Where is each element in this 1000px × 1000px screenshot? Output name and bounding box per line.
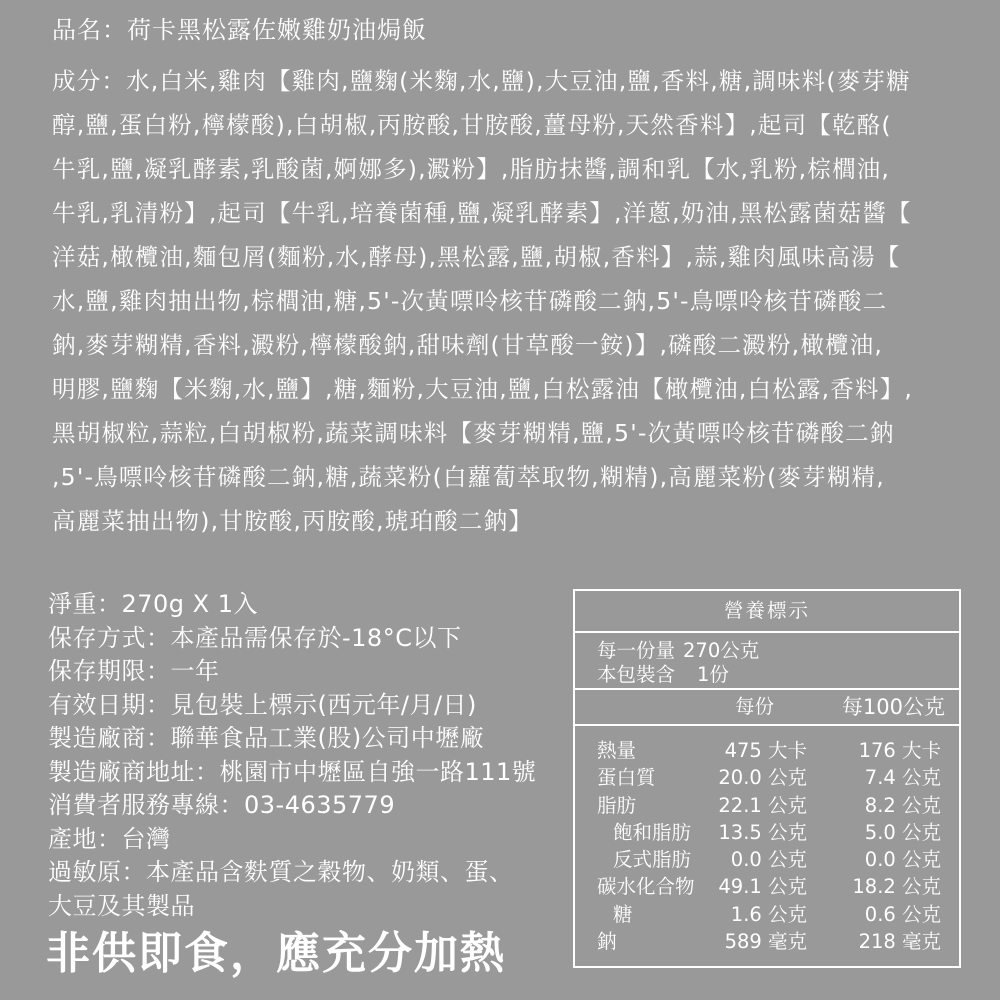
ingredients-list — [52, 59, 970, 543]
nutrient-per-serving: 13.5 公克 — [718, 820, 807, 844]
nutrient-per-serving: 589 毫克 — [724, 930, 807, 954]
nutrient-per-100g: 7.4 公克 — [864, 766, 941, 790]
servings-count-value: 1份 — [697, 663, 729, 686]
ingredients-line: 牛乳,乳清粉】,起司【牛乳,培養菌種,鹽,凝乳酵素】,洋蔥,奶油,黑松露菌菇醬【 — [52, 199, 912, 227]
customer-service-line: 消費者服務專線：03-4635779 — [48, 791, 396, 819]
ingredients-line: 成分：水,白米,雞肉【雞肉,鹽麴(米麴,水,鹽),大豆油,鹽,香料,糖,調味料(麥芽糖 — [52, 67, 911, 95]
col-per-serving: 每份 — [734, 695, 774, 718]
nutrition-row — [575, 819, 959, 846]
nutrition-title: 營養標示 — [575, 591, 959, 633]
nutrient-per-100g: 8.2 公克 — [864, 793, 941, 817]
nutrient-name: 反式脂肪 — [613, 848, 692, 872]
nutrient-name: 糖 — [613, 902, 633, 926]
serving-size-row — [597, 639, 959, 663]
nutrient-per-100g: 0.0 公克 — [864, 848, 941, 872]
nutrient-per-serving: 49.1 公克 — [718, 875, 807, 899]
product-name: 品名：荷卡黑松露佐嫩雞奶油焗飯 — [52, 16, 427, 44]
nutrition-label — [573, 589, 961, 968]
serving-info — [575, 633, 959, 690]
nutrient-per-100g: 218 毫克 — [858, 930, 941, 954]
expiry-date: 有效日期：見包裝上標示(西元年/月/日) — [48, 690, 477, 719]
ingredients-line: 明膠,鹽麴【米麴,水,鹽】,糖,麵粉,大豆油,鹽,白松露油【橄欖油,白松露,香料】, — [52, 375, 914, 403]
ingredients-line: 黑胡椒粒,蒜粒,白胡椒粉,蔬菜調味料【麥芽糊精,鹽,5'-次黃嘌呤核苷磷酸二鈉 — [52, 419, 895, 447]
nutrient-per-100g: 0.6 公克 — [864, 902, 941, 926]
servings-count-label: 本包裝含 — [597, 663, 676, 686]
product-info — [48, 588, 558, 923]
serving-size-value: 270公克 — [683, 639, 760, 662]
nutrition-row — [575, 792, 959, 819]
nutrition-row — [575, 846, 959, 873]
nutrient-per-100g: 5.0 公克 — [864, 820, 941, 844]
nutrition-row — [575, 901, 959, 928]
nutrient-per-serving: 475 大卡 — [724, 739, 807, 762]
allergen-info-cont: 大豆及其製品 — [48, 891, 195, 920]
ingredients-line: 醇,鹽,蛋白粉,檸檬酸),白胡椒,丙胺酸,甘胺酸,薑母粉,天然香料】,起司【乾酪( — [52, 111, 892, 139]
servings-count-row — [597, 663, 959, 687]
nutrition-row — [575, 928, 959, 955]
ingredients-line: 水,鹽,雞肉抽出物,棕櫚油,糖,5'-次黃嘌呤核苷磷酸二鈉,5'-鳥嘌呤核苷磷酸二 — [52, 287, 888, 315]
allergen-info: 過敏原：本產品含麩質之穀物、奶類、蛋、 — [48, 858, 514, 886]
nutrition-column-headers — [575, 690, 959, 726]
ingredients-line: 牛乳,鹽,凝乳酵素,乳酸菌,婀娜多),澱粉】,脂肪抹醬,調和乳【水,乳粉,棕櫚油, — [52, 155, 891, 183]
nutrient-per-serving: 22.1 公克 — [718, 793, 807, 817]
nutrient-per-serving: 0.0 公克 — [730, 848, 807, 872]
shelf-life: 保存期限：一年 — [48, 657, 220, 685]
serving-size-label: 每一份量 — [597, 639, 676, 662]
nutrition-row — [575, 737, 959, 764]
nutrition-row — [575, 873, 959, 900]
ingredients-line: 洋菇,橄欖油,麵包屑(麵粉,水,酵母),黑松露,鹽,胡椒,香料】,蒜,雞肉風味高湯【 — [52, 243, 901, 271]
manufacturer-address: 製造廠商地址：桃園市中壢區自強一路111號 — [48, 757, 537, 786]
nutrient-per-100g: 176 大卡 — [858, 739, 941, 762]
heating-warning: 非供即食，應充分加熱 — [46, 928, 506, 979]
nutrient-per-serving: 20.0 公克 — [718, 766, 807, 790]
net-weight: 淨重：270g X 1入 — [48, 590, 259, 618]
nutrition-row — [575, 764, 959, 791]
ingredients-line: 鈉,麥芽糊精,香料,澱粉,檸檬酸鈉,甜味劑(甘草酸一銨)】,磷酸二澱粉,橄欖油, — [52, 331, 884, 359]
nutrient-name: 脂肪 — [597, 793, 637, 817]
nutrient-per-serving: 1.6 公克 — [730, 902, 807, 926]
nutrient-name: 熱量 — [597, 739, 637, 762]
manufacturer: 製造廠商：聯華食品工業(股)公司中壢廠 — [48, 724, 485, 752]
origin: 產地：台灣 — [48, 824, 171, 853]
nutrient-name: 蛋白質 — [597, 766, 656, 790]
nutrition-rows — [575, 726, 959, 955]
storage-method: 保存方式：本產品需保存於-18°C以下 — [48, 623, 462, 652]
nutrient-name: 飽和脂肪 — [613, 820, 692, 844]
nutrient-name: 碳水化合物 — [597, 875, 695, 899]
nutrient-per-100g: 18.2 公克 — [852, 875, 941, 899]
ingredients-line: ,5'-鳥嘌呤核苷磷酸二鈉,糖,蔬菜粉(白蘿蔔萃取物,糊精),高麗菜粉(麥芽糊精, — [52, 463, 885, 491]
col-per-100g: 每100公克 — [841, 695, 945, 719]
nutrient-name: 鈉 — [597, 930, 617, 954]
ingredients-line: 高麗菜抽出物),甘胺酸,丙胺酸,琥珀酸二鈉】 — [52, 507, 533, 535]
